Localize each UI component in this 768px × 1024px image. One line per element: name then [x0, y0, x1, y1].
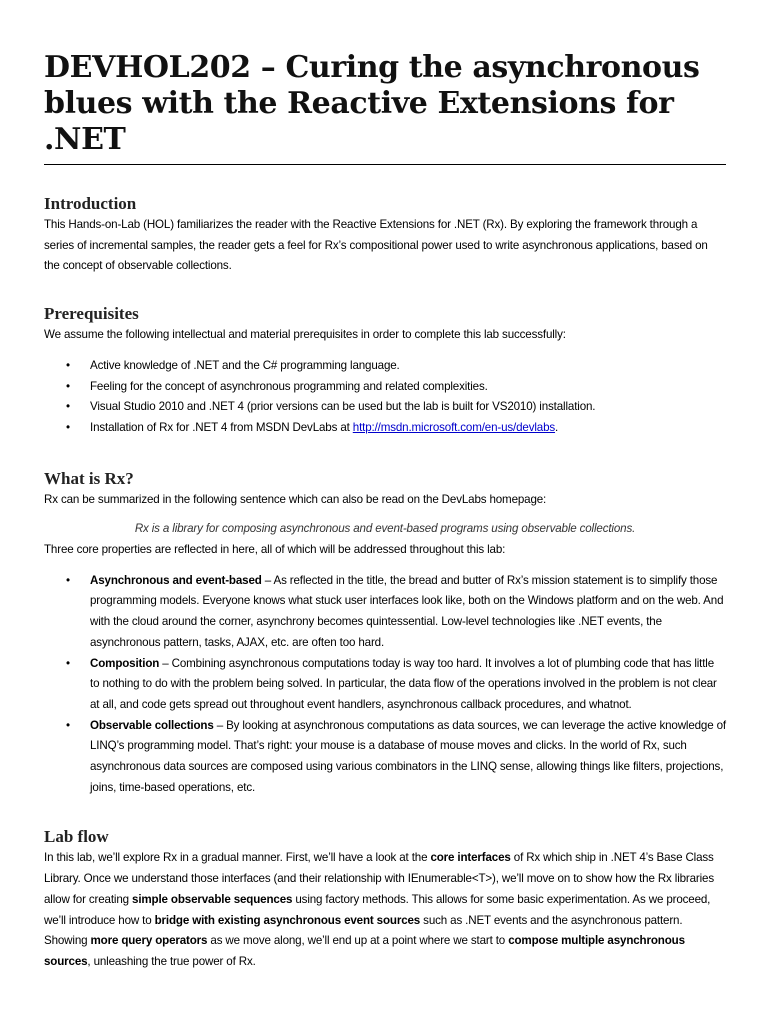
list-item: • Observable collections – By looking at asynchronous computations as data sources, we can leverage the active knowledge of LINQ’s programming model. That’s right: your mouse is a database of mouse moves and clicks. In the world of Rx, such asynchronous data sources are composed using various combinators in the LINQ sense, allowing things like filters, projections, joins, time-based operations, etc.	[44, 716, 726, 799]
devlabs-link[interactable]: http://msdn.microsoft.com/en-us/devlabs	[352, 420, 556, 434]
core-properties-list	[44, 571, 726, 799]
bullet-icon: •	[66, 358, 70, 372]
what-is-rx-lead: Rx can be summarized in the following sentence which can also be read on the DevLabs homepage:	[44, 492, 547, 506]
bullet-icon: •	[66, 379, 70, 393]
prerequisites-list	[44, 356, 726, 439]
list-item: • Installation of Rx for .NET 4 from MSDN DevLabs at http://msdn.microsoft.com/en-us/devlabs.	[44, 418, 726, 439]
introduction-heading: Introduction	[44, 194, 137, 213]
what-is-rx-heading: What is Rx?	[44, 468, 134, 488]
bullet-icon: •	[66, 420, 70, 434]
introduction-paragraph: This Hands-on-Lab (HOL) familiarizes the reader with the Reactive Extensions for .NET (Rx). By exploring the framework through a series of incremental samples, the reader gets a feel for Rx’s compositional power used to write asynchronous applications, based on the concept of observable collections.	[44, 218, 708, 273]
list-item: • Composition – Combining asynchronous computations today is way too hard. It involves a lot of plumbing code that has little to nothing to do with the problem being solved. In particular, the data flow of the operations involved in the problem is not clear at all, and code gets spread out throughout event handlers, asynchronous callback procedures, and whatnot.	[44, 654, 726, 716]
list-item: • Visual Studio 2010 and .NET 4 (prior versions can be used but the lab is built for VS2010) installation.	[44, 397, 726, 418]
bullet-icon: •	[66, 573, 70, 587]
bullet-icon: •	[66, 718, 70, 732]
prerequisites-lead: We assume the following intellectual and material prerequisites in order to complete this lab successfully:	[44, 328, 566, 342]
lab-flow-heading: Lab flow	[44, 827, 109, 847]
bullet-icon: •	[66, 656, 70, 670]
prerequisites-heading: Prerequisites	[44, 304, 139, 324]
document-title: DEVHOL202 – Curing the asynchronous blues with the Reactive Extensions for .NET	[44, 50, 726, 165]
bullet-icon: •	[66, 400, 70, 414]
list-item: • Asynchronous and event-based – As reflected in the title, the bread and butter of Rx’s mission statement is to simplify those programming models. Everyone knows what stuck user interfaces look like, both on the Windows platform and on the web. And with the cloud around the corner, asynchrony becomes quintessential. Low-level technologies like .NET events, the asynchronous pattern, tasks, AJAX, etc. are often too hard.	[44, 571, 726, 654]
core-properties-lead: Three core properties are reflected in here, all of which will be addressed throughout this lab:	[44, 543, 506, 557]
document-page	[44, 0, 726, 973]
list-item: • Feeling for the concept of asynchronous programming and related complexities.	[44, 377, 726, 398]
list-item: • Active knowledge of .NET and the C# programming language.	[44, 356, 726, 377]
lab-flow-paragraph: In this lab, we’ll explore Rx in a gradual manner. First, we’ll have a look at the core interfaces of Rx which ship in .NET 4’s Base Class Library. Once we understand those interfaces (and their relationship with IEnumerable<T>), we’ll move on to show how the Rx libraries allow for creating simple observable sequences using factory methods. This allows for some basic experimentation. As we proceed, we’ll introduce how to bridge with existing asynchronous event sources such as .NET events and the asynchronous pattern. Showing more query operators as we move along, we’ll end up at a point where we start to compose multiple asynchronous sources, unleashing the true power of Rx.	[44, 851, 715, 968]
rx-definition-quote: Rx is a library for composing asynchronous and event-based programs using observable collections.	[134, 522, 636, 536]
